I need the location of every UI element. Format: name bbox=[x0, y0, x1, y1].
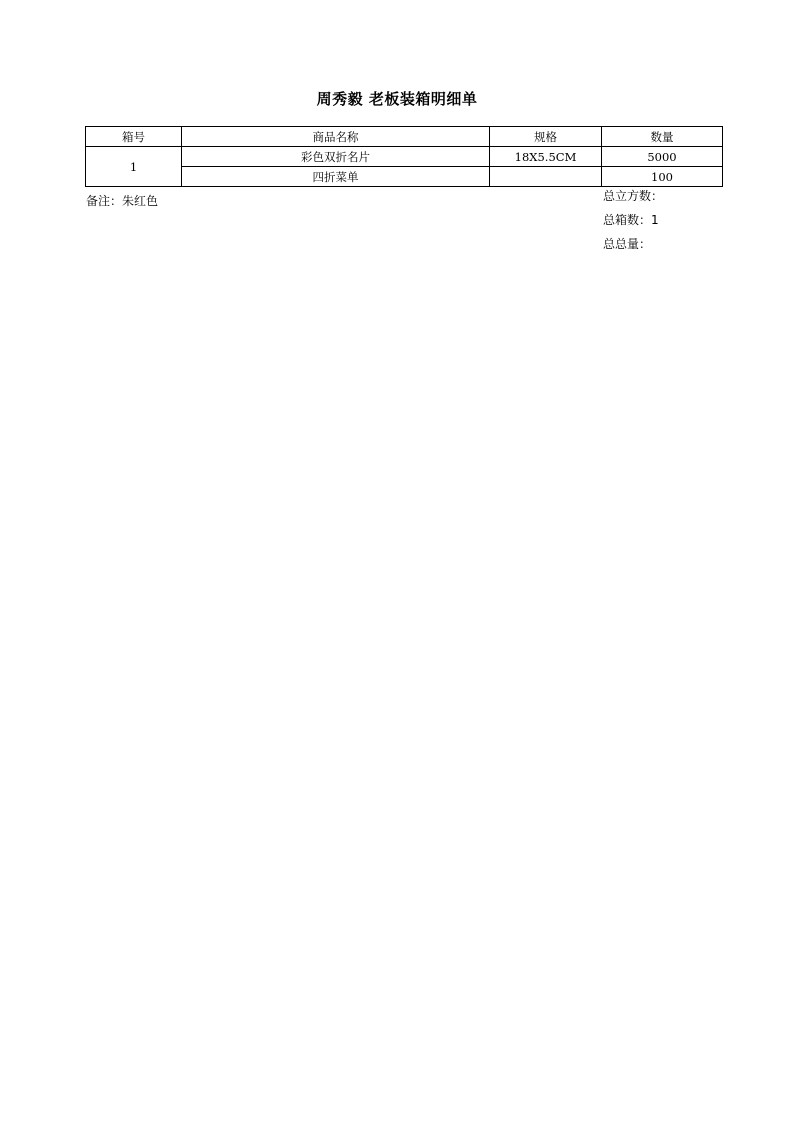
cell-spec: 18X5.5CM bbox=[490, 147, 602, 167]
cell-product-name: 彩色双折名片 bbox=[182, 147, 490, 167]
cell-box-no: 1 bbox=[86, 147, 182, 187]
total-boxes-label: 总箱数：1 bbox=[603, 213, 659, 227]
header-box-no: 箱号 bbox=[86, 127, 182, 147]
cell-spec bbox=[490, 167, 602, 187]
table-row bbox=[86, 167, 723, 187]
cell-quantity: 5000 bbox=[602, 147, 723, 167]
header-spec: 规格 bbox=[490, 127, 602, 147]
header-quantity: 数量 bbox=[602, 127, 723, 147]
packing-detail-table bbox=[85, 126, 723, 187]
total-weight-label: 总总量： bbox=[603, 237, 652, 251]
cell-product-name: 四折菜单 bbox=[182, 167, 490, 187]
document-title: 周秀毅 老板装箱明细单 bbox=[316, 90, 478, 108]
remark-note: 备注：朱红色 bbox=[86, 194, 159, 208]
header-product-name: 商品名称 bbox=[182, 127, 490, 147]
total-volume-label: 总立方数： bbox=[603, 189, 664, 203]
cell-quantity: 100 bbox=[602, 167, 723, 187]
table-header-row bbox=[86, 127, 723, 147]
table-row bbox=[86, 147, 723, 167]
summary-block bbox=[603, 188, 663, 260]
